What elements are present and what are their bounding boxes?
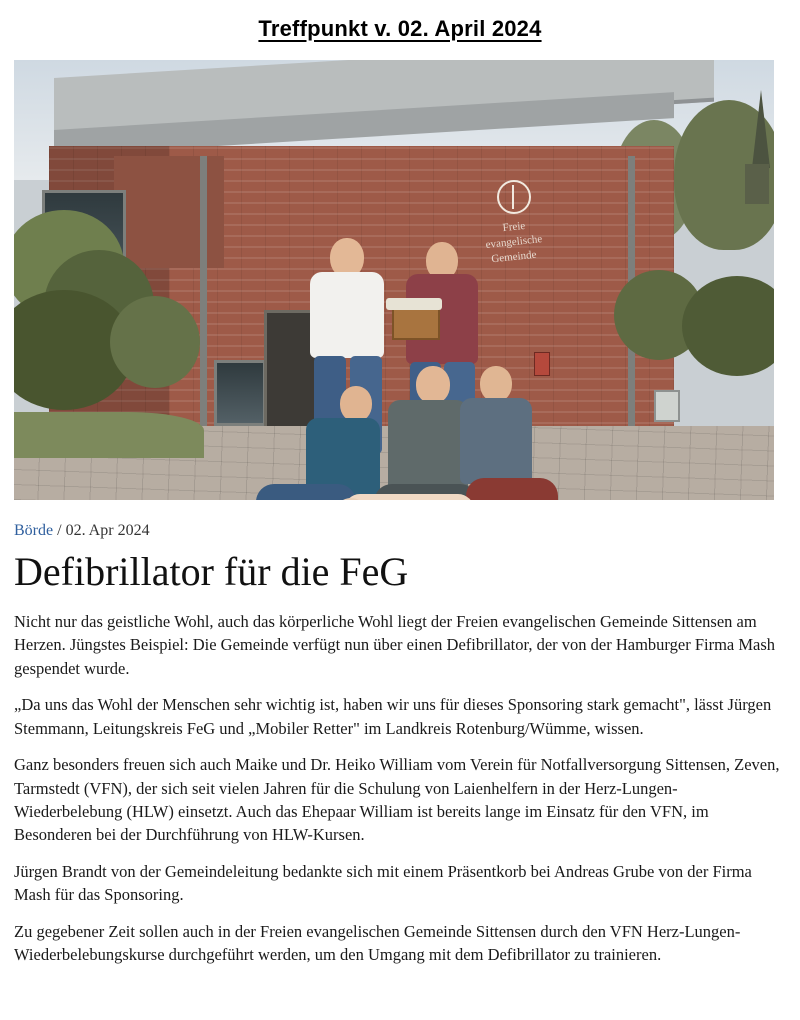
shrub	[110, 296, 200, 388]
church-sign-line-1: Freie	[502, 219, 526, 235]
photo-scene	[14, 60, 774, 500]
church-sign-line-3: Gemeinde	[490, 248, 538, 266]
page-title: Treffpunkt v. 02. April 2024	[258, 16, 542, 41]
person-torso	[460, 398, 532, 484]
church-sign	[454, 180, 574, 290]
person-head	[416, 366, 450, 404]
person-leg	[256, 484, 356, 500]
church-steeple	[752, 90, 770, 168]
shrub	[682, 276, 774, 376]
cpr-manikin-body	[344, 494, 474, 500]
church-sign-line-2: evangelische	[485, 233, 543, 251]
article-photo	[14, 60, 774, 500]
article-paragraph: Zu gegebener Zeit sollen auch in der Freien evangelischen Gemeinde Sittensen durch den VFN Herz-Lungen-Wiederbelebungskurse durchgeführt werden, um den Umgang mit dem Defibrillator zu trainieren.	[14, 921, 741, 965]
person-torso	[388, 400, 468, 492]
person-leg	[466, 478, 558, 500]
article-paragraph: Ganz besonders freuen sich auch Maike und Dr. Heiko William vom Verein für Notfallversorgung Sittensen, Zeven, Tarmstedt (VFN), der sich seit vielen Jahren für die Schulung von Laienhelfern in der Herz-Lungen-Wiederbelebung (HLW) einsetzt. Auch das Ehepaar William ist bereits lange im Einsatz für den VFN, im Besonderen bei der Durchführung von HLW-Kursen.	[14, 755, 780, 845]
byline-separator: /	[53, 522, 66, 539]
article-body	[14, 610, 786, 966]
gift-basket-wrap	[386, 298, 442, 310]
article-paragraph: Jürgen Brandt von der Gemeindeleitung bedankte sich mit einem Präsentkorb bei Andreas Grube von der Firma Mash für das Sponsoring.	[14, 861, 752, 905]
wall-lamp-icon	[654, 390, 680, 422]
church-logo-icon	[497, 180, 531, 214]
byline-date: 02. Apr 2024	[65, 522, 150, 539]
article-paragraph: „Da uns das Wohl der Menschen sehr wichtig ist, haben wir uns für dieses Sponsoring stark gemacht", lässt Jürgen Stemmann, Leitungskreis FeG und „Mobiler Retter" im Landkreis Rotenburg/Wümme, wissen.	[14, 695, 772, 738]
church-steeple-body	[745, 164, 769, 204]
byline	[14, 522, 786, 540]
building-gable	[114, 156, 224, 268]
wall-box	[534, 352, 550, 376]
person-head	[480, 366, 512, 402]
person-torso	[310, 272, 384, 358]
article-title: Defibrillator für die FeG	[14, 549, 409, 594]
downpipe	[200, 156, 207, 441]
person-head	[340, 386, 372, 422]
article-paragraph: Nicht nur das geistliche Wohl, auch das körperliche Wohl liegt der Freien evangelischen Gemeinde Sittensen am Herzen. Jüngstes Beispiel: Die Gemeinde verfügt nun über einen Defibrillator, der von der Hamburger Firma Mash gespendet wurde.	[14, 612, 776, 678]
byline-category[interactable]: Börde	[14, 522, 54, 539]
building-window	[214, 360, 266, 426]
lawn	[14, 412, 204, 458]
